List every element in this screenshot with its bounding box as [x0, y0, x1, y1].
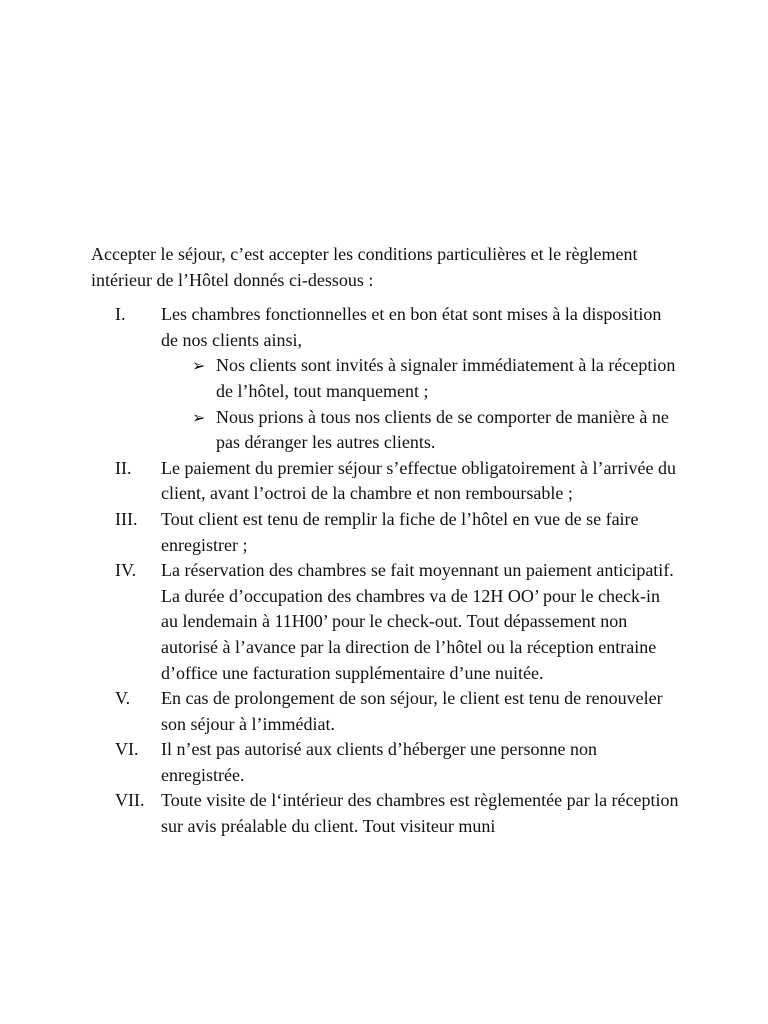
rule-text: En cas de prolongement de son séjour, le client est tenu de renouveler son séjour à l’immédiat.: [161, 688, 663, 734]
sub-list-item: [161, 405, 681, 456]
rule-number: III.: [115, 508, 138, 529]
rule-item-7: [91, 788, 681, 839]
rule-item-5: [91, 686, 681, 737]
arrowhead-bullet-icon: ➢: [192, 407, 206, 427]
rule-text: Les chambres fonctionnelles et en bon état sont mises à la disposition de nos clients ainsi,: [161, 304, 662, 350]
rule-number: VI.: [115, 739, 139, 760]
rule-text: Il n’est pas autorisé aux clients d’héberger une personne non enregistrée.: [161, 739, 598, 785]
rule-item-3: [91, 507, 681, 558]
rule-item-2: [91, 456, 681, 507]
rule-text: La réservation des chambres se fait moyennant un paiement anticipatif. La durée d’occupation des chambres va de 12H OO’ pour le check-in au lendemain à 11H00’ pour le check-out. Tout dépassement non autorisé à l’avance par la direction de l’hôtel ou la réception entraine d’office une facturation supplémentaire d’une nuitée.: [161, 560, 674, 683]
sub-item-text: Nos clients sont invités à signaler immédiatement à la réception de l’hôtel, tout manquement ;: [216, 355, 676, 401]
sub-item-text: Nous prions à tous nos clients de se comporter de manière à ne pas déranger les autres clients.: [216, 406, 669, 453]
rule-number: IV.: [115, 560, 137, 581]
arrowhead-bullet-icon: ➢: [192, 356, 206, 376]
rule-text: Tout client est tenu de remplir la fiche de l’hôtel en vue de se faire enregistrer ;: [161, 508, 639, 555]
sub-list-item: [161, 353, 681, 404]
rule-item-4: [91, 558, 681, 686]
rule-number: V.: [115, 688, 131, 709]
rule-number: VII.: [115, 790, 145, 811]
rule-number: II.: [115, 457, 132, 478]
rule-sub-list: [161, 353, 681, 455]
rule-item-1: [91, 302, 681, 456]
document-body: [91, 242, 681, 840]
rule-item-6: [91, 737, 681, 788]
rule-text: Toute visite de l‘intérieur des chambres est règlementée par la réception sur avis préalable du client. Tout visiteur muni: [161, 790, 679, 837]
rule-number: I.: [115, 304, 126, 325]
rules-list: [91, 302, 681, 839]
rule-text: Le paiement du premier séjour s’effectue obligatoirement à l’arrivée du client, avant l’octroi de la chambre et non remboursable ;: [161, 457, 676, 504]
intro-paragraph: Accepter le séjour, c’est accepter les conditions particulières et le règlement intérieur de l’Hôtel donnés ci-dessous :: [91, 244, 638, 290]
